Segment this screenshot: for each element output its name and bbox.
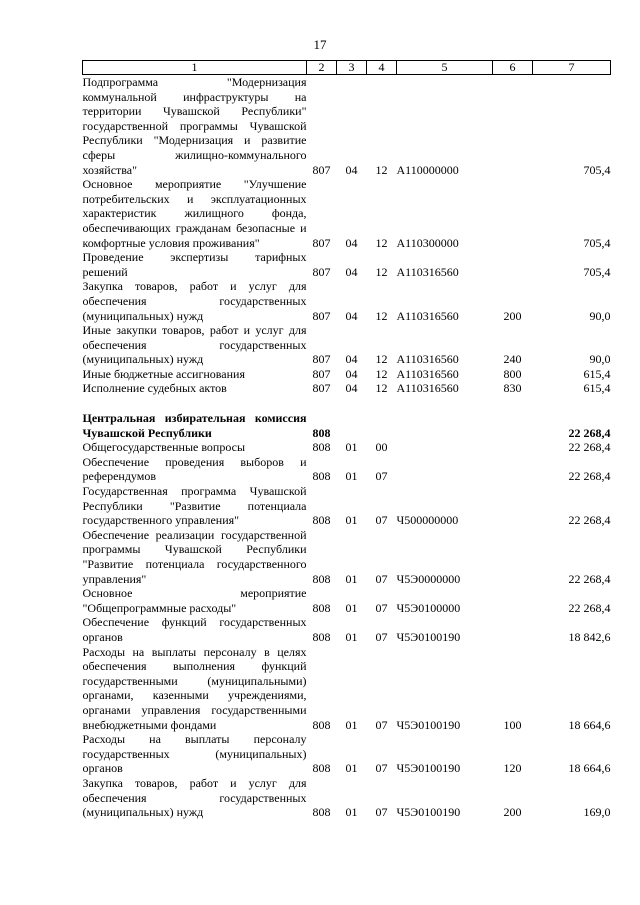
- item-rz: 01: [345, 717, 358, 732]
- item-name: Государственная программа Чувашской Республики "Развитие потенциала государственного управления": [82, 484, 307, 528]
- item-pr: 12: [375, 352, 388, 367]
- item-vr: [493, 528, 533, 586]
- item-name: Исполнение судебных актов: [82, 381, 227, 396]
- column-header: 2: [307, 61, 337, 75]
- item-pr: 07: [375, 805, 388, 820]
- table-row: [83, 177, 611, 250]
- item-sum: 90,0: [589, 352, 611, 367]
- item-rz: 01: [345, 469, 358, 484]
- item-sum: 615,4: [583, 381, 611, 396]
- column-header: 1: [83, 61, 307, 75]
- item-name: Проведение экспертизы тарифных решений: [82, 250, 307, 279]
- item-sum: 705,4: [583, 235, 611, 250]
- item-vr: 830: [503, 381, 522, 396]
- table-row: [83, 732, 611, 776]
- item-name: Закупка товаров, работ и услуг для обеспечения государственных (муниципальных) нужд: [82, 279, 307, 323]
- item-sum: 705,4: [583, 162, 611, 177]
- item-rz: [337, 411, 367, 440]
- item-sum: 22 268,4: [568, 513, 611, 528]
- item-pr: 07: [375, 600, 388, 615]
- item-csr: А110316560: [396, 352, 459, 367]
- item-gr: 808: [312, 805, 331, 820]
- table-row: [83, 776, 611, 820]
- item-vr: [493, 586, 533, 615]
- item-rz: 04: [345, 352, 358, 367]
- item-vr: [493, 615, 533, 644]
- item-gr: 808: [312, 600, 331, 615]
- item-vr: [493, 484, 533, 528]
- item-csr: Ч5Э0100190: [396, 629, 461, 644]
- item-name: Расходы на выплаты персоналу государственных (муниципальных) органов: [82, 732, 307, 776]
- item-vr: 800: [503, 366, 522, 381]
- item-sum: 22 268,4: [568, 425, 611, 440]
- table-row: [83, 586, 611, 615]
- item-pr: 12: [375, 235, 388, 250]
- item-csr: Ч5Э0000000: [396, 571, 461, 586]
- item-pr: 07: [375, 717, 388, 732]
- item-name: Иные бюджетные ассигнования: [82, 366, 245, 381]
- item-csr: Ч500000000: [396, 513, 459, 528]
- item-vr: [493, 411, 533, 440]
- item-csr: Ч5Э0100190: [396, 805, 461, 820]
- item-pr: 12: [375, 264, 388, 279]
- item-rz: 04: [345, 264, 358, 279]
- item-sum: 615,4: [583, 366, 611, 381]
- item-sum: 169,0: [583, 805, 611, 820]
- item-sum: 18 664,6: [568, 761, 611, 776]
- table-row: [83, 528, 611, 586]
- item-rz: 04: [345, 308, 358, 323]
- item-gr: 807: [312, 308, 331, 323]
- page-number: 17: [313, 37, 327, 52]
- item-rz: 01: [345, 761, 358, 776]
- item-gr: 808: [312, 513, 331, 528]
- item-rz: 01: [345, 600, 358, 615]
- column-header: 4: [367, 61, 397, 75]
- item-vr: 200: [503, 308, 522, 323]
- item-csr: [397, 440, 493, 455]
- table-row: [83, 411, 611, 440]
- item-gr: 808: [312, 469, 331, 484]
- table-row: [83, 484, 611, 528]
- item-pr: 12: [375, 308, 388, 323]
- item-sum: 22 268,4: [568, 469, 611, 484]
- item-sum: 22 268,4: [568, 571, 611, 586]
- item-csr: А110316560: [396, 381, 459, 396]
- item-pr: 12: [375, 162, 388, 177]
- item-rz: 04: [345, 235, 358, 250]
- item-vr: [493, 250, 533, 279]
- item-csr: [397, 455, 493, 484]
- item-csr: А110316560: [396, 264, 459, 279]
- item-gr: 807: [312, 264, 331, 279]
- item-gr: 808: [312, 761, 331, 776]
- item-csr: А110316560: [396, 308, 459, 323]
- item-gr: 807: [312, 235, 331, 250]
- item-sum: 705,4: [583, 264, 611, 279]
- table-body: [83, 75, 611, 820]
- item-rz: 04: [345, 366, 358, 381]
- item-vr: 240: [503, 352, 522, 367]
- table-row: [83, 615, 611, 644]
- item-csr: А110300000: [396, 235, 459, 250]
- item-csr: [397, 411, 493, 440]
- item-pr: 07: [375, 571, 388, 586]
- item-gr: 807: [312, 352, 331, 367]
- item-rz: 01: [345, 440, 358, 455]
- item-pr: 12: [375, 366, 388, 381]
- column-header: 3: [337, 61, 367, 75]
- item-csr: Ч5Э0100000: [396, 600, 461, 615]
- item-rz: 04: [345, 381, 358, 396]
- item-gr: 808: [312, 440, 331, 455]
- item-gr: 808: [312, 629, 331, 644]
- item-vr: [493, 455, 533, 484]
- item-name: Подпрограмма "Модернизация коммунальной инфраструктуры на территории Чувашской Республики" государственной программы Чувашской Республики "Модернизация и развитие сферы жилищно-коммунального хозяйства": [82, 75, 307, 177]
- column-header: 5: [397, 61, 493, 75]
- table-row: [83, 75, 611, 178]
- item-name: Обеспечение реализации государственной программы Чувашской Республики "Развитие потенциала государственного управления": [82, 527, 307, 586]
- item-rz: 01: [345, 805, 358, 820]
- item-vr: 120: [503, 761, 522, 776]
- table-row: [83, 367, 611, 382]
- item-csr: Ч5Э0100190: [396, 717, 461, 732]
- item-pr: [367, 411, 397, 440]
- table-row: [83, 455, 611, 484]
- item-sum: 22 268,4: [568, 600, 611, 615]
- item-gr: 808: [312, 717, 331, 732]
- item-vr: 200: [503, 805, 522, 820]
- item-sum: 18 842,6: [568, 629, 611, 644]
- item-csr: А110000000: [396, 162, 459, 177]
- item-name: Иные закупки товаров, работ и услуг для обеспечения государственных (муниципальных) нужд: [82, 323, 307, 367]
- table-row: [83, 645, 611, 733]
- item-pr: 07: [375, 761, 388, 776]
- item-pr: 07: [375, 629, 388, 644]
- budget-table: [82, 60, 611, 820]
- column-header: 7: [533, 61, 611, 75]
- item-gr: 807: [312, 381, 331, 396]
- item-vr: [493, 177, 533, 250]
- item-gr: 807: [312, 366, 331, 381]
- item-pr: 07: [375, 513, 388, 528]
- item-rz: 01: [345, 571, 358, 586]
- item-name: Обеспечение функций государственных органов: [82, 615, 307, 644]
- item-gr: 808: [312, 425, 331, 440]
- item-pr: 12: [375, 381, 388, 396]
- item-name: Закупка товаров, работ и услуг для обеспечения государственных (муниципальных) нужд: [82, 775, 307, 820]
- item-vr: 100: [503, 717, 522, 732]
- item-csr: Ч5Э0100190: [396, 761, 461, 776]
- item-rz: 04: [345, 162, 358, 177]
- item-name: Основное мероприятие "Общепрограммные расходы": [82, 586, 307, 615]
- item-sum: 18 664,6: [568, 717, 611, 732]
- item-gr: 808: [312, 571, 331, 586]
- item-name: Обеспечение проведения выборов и референдумов: [82, 454, 307, 484]
- table-row: [83, 440, 611, 455]
- table-spacer-row: [83, 396, 611, 411]
- item-pr: 07: [375, 469, 388, 484]
- item-rz: 01: [345, 629, 358, 644]
- item-csr: А110316560: [396, 366, 459, 381]
- item-name: Центральная избирательная комиссия Чувашской Республики: [82, 411, 307, 440]
- item-name: Расходы на выплаты персоналу в целях обеспечения выполнения функций государственными (муниципальными) органами, казенными учреждениями, органами управления государственными внебюджетными фондами: [82, 644, 307, 732]
- table-row: [83, 250, 611, 279]
- item-sum: 22 268,4: [568, 440, 611, 455]
- item-sum: 90,0: [589, 308, 611, 323]
- table-row: [83, 381, 611, 396]
- header-row: [83, 61, 611, 75]
- item-name: Общегосударственные вопросы: [82, 440, 246, 455]
- item-rz: 01: [345, 513, 358, 528]
- item-vr: [493, 440, 533, 455]
- column-header: 6: [493, 61, 533, 75]
- spacer-cell: [83, 396, 611, 411]
- item-gr: 807: [312, 162, 331, 177]
- item-pr: 00: [375, 440, 388, 455]
- table-row: [83, 279, 611, 323]
- item-name: Основное мероприятие "Улучшение потребительских и эксплуатационных характеристик жилищного фонда, обеспечивающих гражданам безопасные и комфортные условия проживания": [82, 177, 307, 250]
- item-vr: [493, 75, 533, 178]
- table-row: [83, 323, 611, 367]
